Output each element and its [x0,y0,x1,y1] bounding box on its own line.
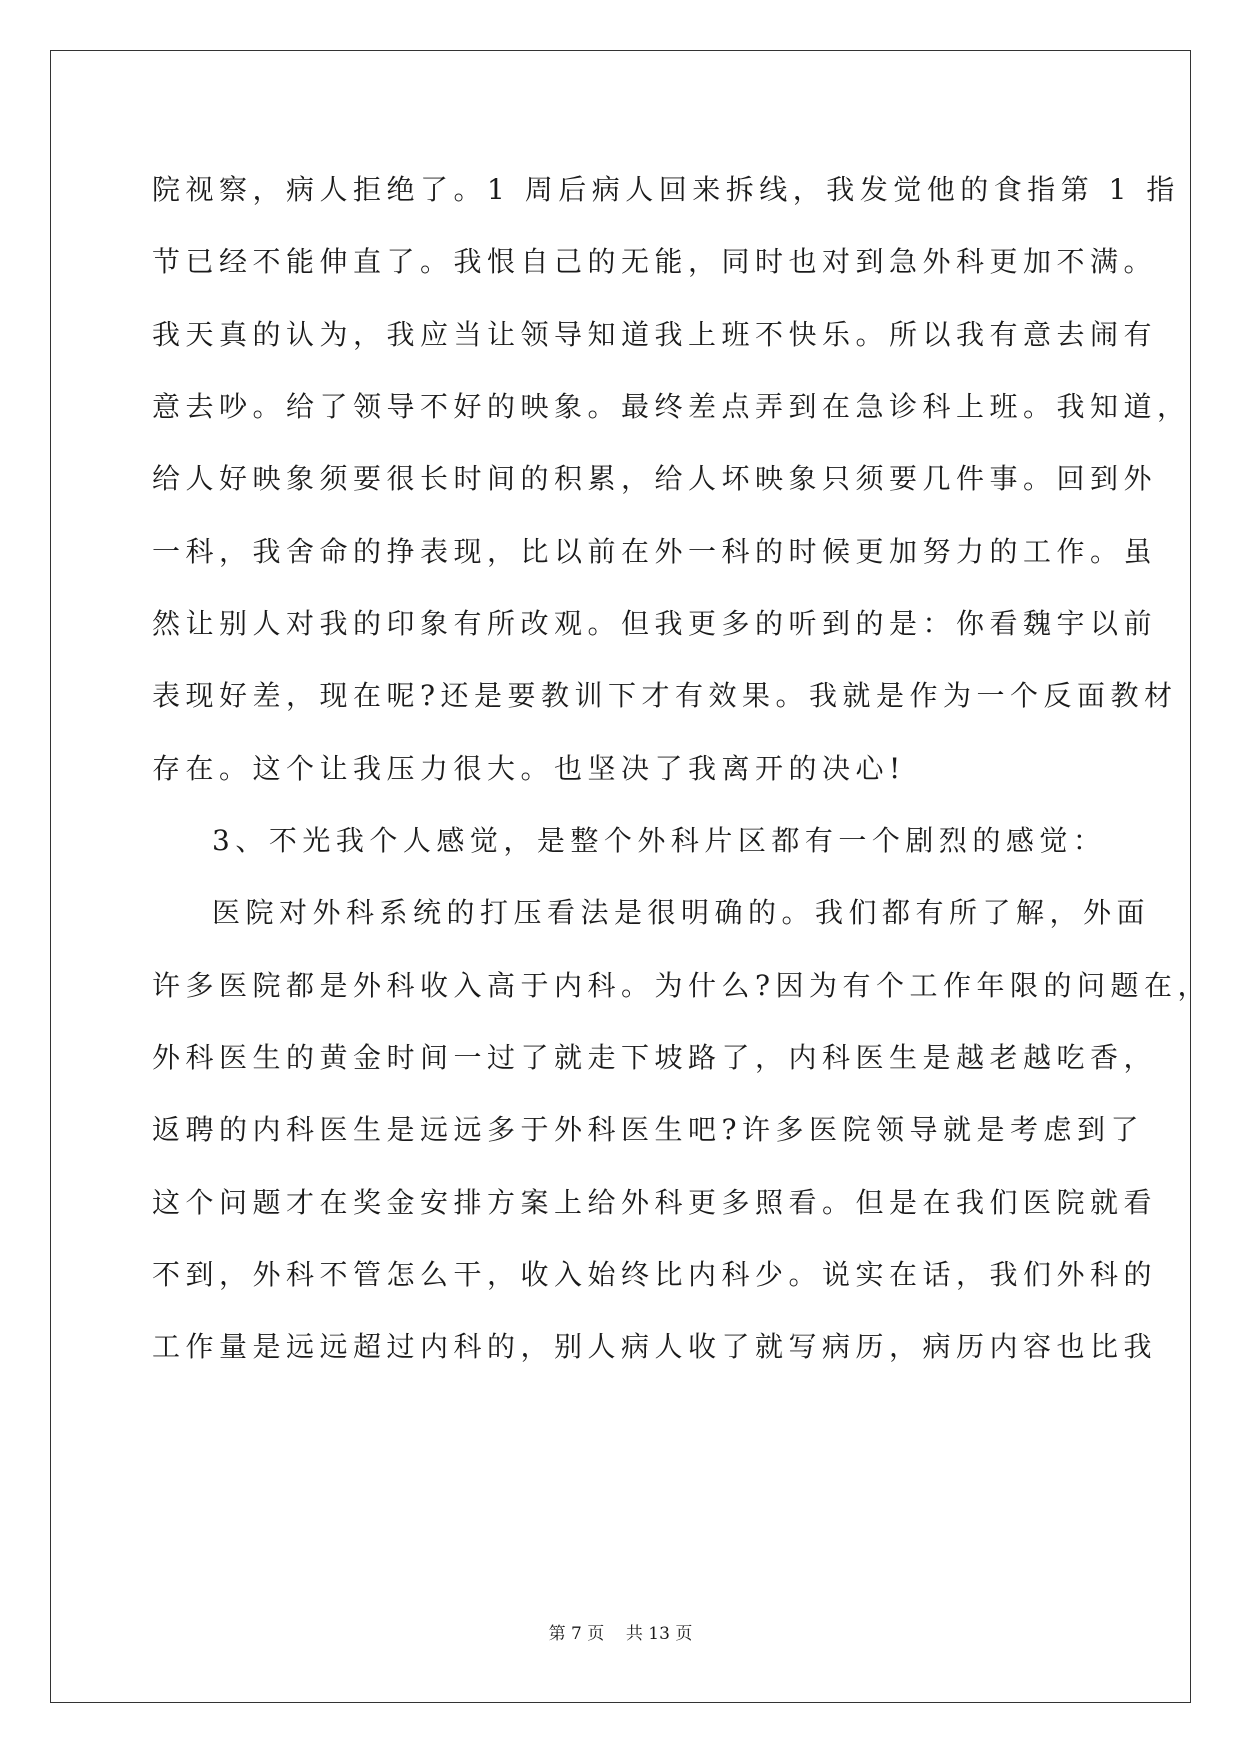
section-heading: 3、不光我个人感觉，是整个外科片区都有一个剧烈的感觉： [212,824,1107,857]
paragraph-line: 返聘的内科医生是远远多于外科医生吧?许多医院领导就是考虑到了 [152,1113,1145,1146]
paragraph-line: 不到，外科不管怎么干，收入始终比内科少。说实在话，我们外科的 [152,1258,1158,1291]
page-number-footer: 第 7 页 共 13 页 [548,1624,693,1644]
paragraph-line: 表现好差，现在呢?还是要教训下才有效果。我就是作为一个反面教材 [152,679,1178,712]
paragraph-line: 许多医院都是外科收入高于内科。为什么?因为有个工作年限的问题在， [152,969,1212,1002]
paragraph-line: 工作量是远远超过内科的，别人病人收了就写病历，病历内容也比我 [152,1330,1158,1363]
paragraph-line: 院视察，病人拒绝了。1 周后病人回来拆线，我发觉他的食指第 1 指 [152,173,1180,206]
page-border [50,50,1191,1703]
paragraph-line: 医院对外科系统的打压看法是很明确的。我们都有所了解，外面 [212,896,1151,929]
paragraph-line: 一科，我舍命的挣表现，比以前在外一科的时候更加努力的工作。虽 [152,535,1158,568]
paragraph-line: 给人好映象须要很长时间的积累，给人坏映象只须要几件事。回到外 [152,462,1158,495]
paragraph-line: 这个问题才在奖金安排方案上给外科更多照看。但是在我们医院就看 [152,1186,1158,1219]
paragraph-line: 意去吵。给了领导不好的映象。最终差点弄到在急诊科上班。我知道， [152,390,1191,423]
paragraph-line: 然让别人对我的印象有所改观。但我更多的听到的是：你看魏宇以前 [152,607,1158,640]
paragraph-line: 存在。这个让我压力很大。也坚决了我离开的决心! [152,752,906,785]
paragraph-line: 我天真的认为，我应当让领导知道我上班不快乐。所以我有意去闹有 [152,318,1158,351]
paragraph-line: 外科医生的黄金时间一过了就走下坡路了，内科医生是越老越吃香， [152,1041,1158,1074]
paragraph-line: 节已经不能伸直了。我恨自己的无能，同时也对到急外科更加不满。 [152,245,1158,278]
